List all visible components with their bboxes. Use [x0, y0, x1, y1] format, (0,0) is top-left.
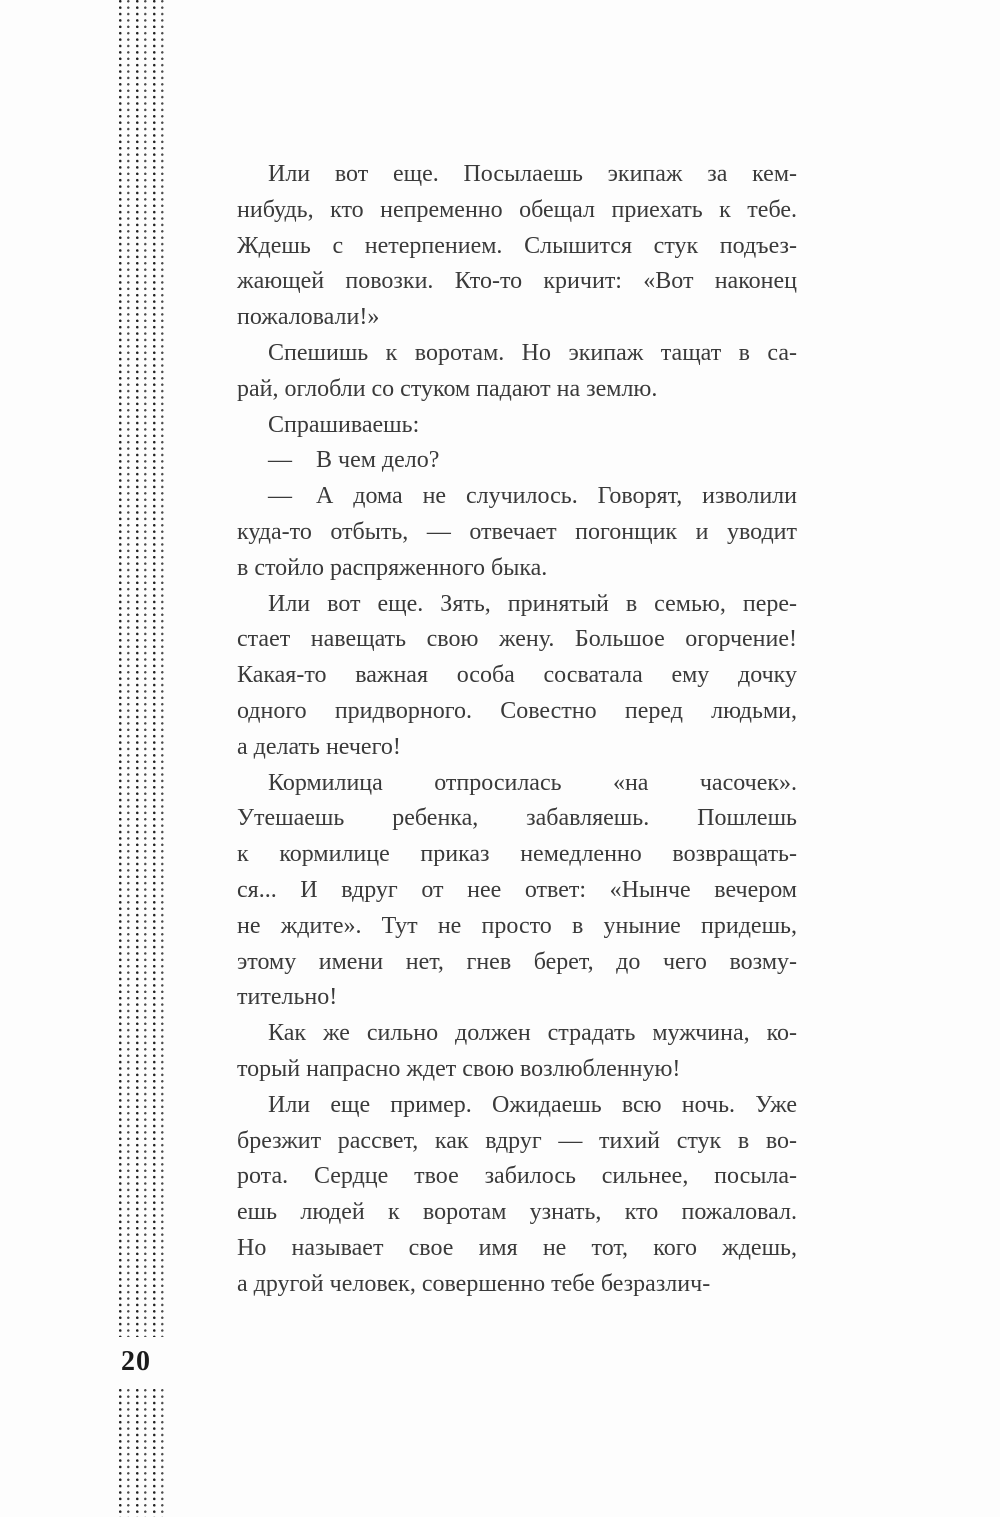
- text-line: Утешаешь ребенка, забавляешь. Пошлешь: [237, 805, 797, 832]
- paragraph: [237, 443, 797, 479]
- text-block: [237, 157, 797, 1303]
- text-line: стает навещать свою жену. Большое огорчение!: [237, 626, 797, 653]
- text-line: к кормилице приказ немедленно возвращать-: [237, 841, 797, 868]
- text-line: Или вот еще. Зять, принятый в семью, пере-: [268, 590, 797, 617]
- paragraph: [237, 479, 797, 586]
- text-line: Кормилица отпросилась «на часочек».: [268, 769, 797, 796]
- text-line: а другой человек, совершенно тебе безразлич-: [237, 1270, 711, 1297]
- text-line: куда-то отбыть, — отвечает погонщик и уводит: [237, 518, 797, 545]
- text-line: тительно!: [237, 984, 338, 1011]
- paragraph: [237, 1016, 797, 1088]
- text-line: рота. Сердце твое забилось сильнее, посыла-: [237, 1163, 797, 1190]
- text-line: Ждешь с нетерпением. Слышится стук подъез-: [237, 232, 797, 259]
- text-line: пожаловали!»: [237, 304, 380, 331]
- text-line: Как же сильно должен страдать мужчина, ко-: [268, 1020, 797, 1047]
- text-line: Какая-то важная особа сосватала ему дочку: [237, 662, 797, 689]
- text-line: нибудь, кто непременно обещал приехать к тебе.: [237, 196, 797, 223]
- text-line: в стойло распряженного быка.: [237, 554, 548, 581]
- text-line: ся... И вдруг от нее ответ: «Нынче вечером: [237, 876, 797, 903]
- paragraph: [237, 408, 797, 444]
- text-line: рай, оглобли со стуком падают на землю.: [237, 375, 658, 402]
- paragraph: [237, 1088, 797, 1303]
- text-line: Но называет свое имя не тот, кого ждешь,: [237, 1234, 797, 1261]
- text-line: — А дома не случилось. Говорят, изволили: [268, 483, 797, 510]
- text-line: Спрашиваешь:: [268, 411, 420, 438]
- text-line: Или вот еще. Посылаешь экипаж за кем-: [268, 161, 797, 187]
- paragraph: [237, 336, 797, 408]
- text-line: Или еще пример. Ожидаешь всю ночь. Уже: [268, 1091, 797, 1118]
- text-line: Спешишь к воротам. Но экипаж тащат в са-: [268, 339, 797, 366]
- text-line: одного придворного. Совестно перед людьми,: [237, 697, 797, 724]
- paragraph: [237, 157, 797, 336]
- text-line: этому имени нет, гнев берет, до чего возму-: [237, 948, 797, 975]
- text-line: брезжит рассвет, как вдруг — тихий стук в во-: [237, 1127, 797, 1154]
- text-line: а делать нечего!: [237, 733, 401, 760]
- text-line: ешь людей к воротам узнать, кто пожаловал.: [237, 1199, 797, 1226]
- paragraph: [237, 587, 797, 766]
- dot-ornament-top: [119, 0, 165, 1337]
- paragraph: [237, 766, 797, 1017]
- text-line: не ждите». Тут не просто в уныние придешь,: [237, 912, 797, 939]
- page-number: 20: [121, 1346, 151, 1377]
- text-line: жающей повозки. Кто-то кричит: «Вот наконец: [237, 268, 797, 295]
- text-line: — В чем дело?: [268, 447, 440, 474]
- text-line: торый напрасно ждет свою возлюбленную!: [237, 1055, 681, 1082]
- dot-ornament-bottom: [119, 1389, 165, 1517]
